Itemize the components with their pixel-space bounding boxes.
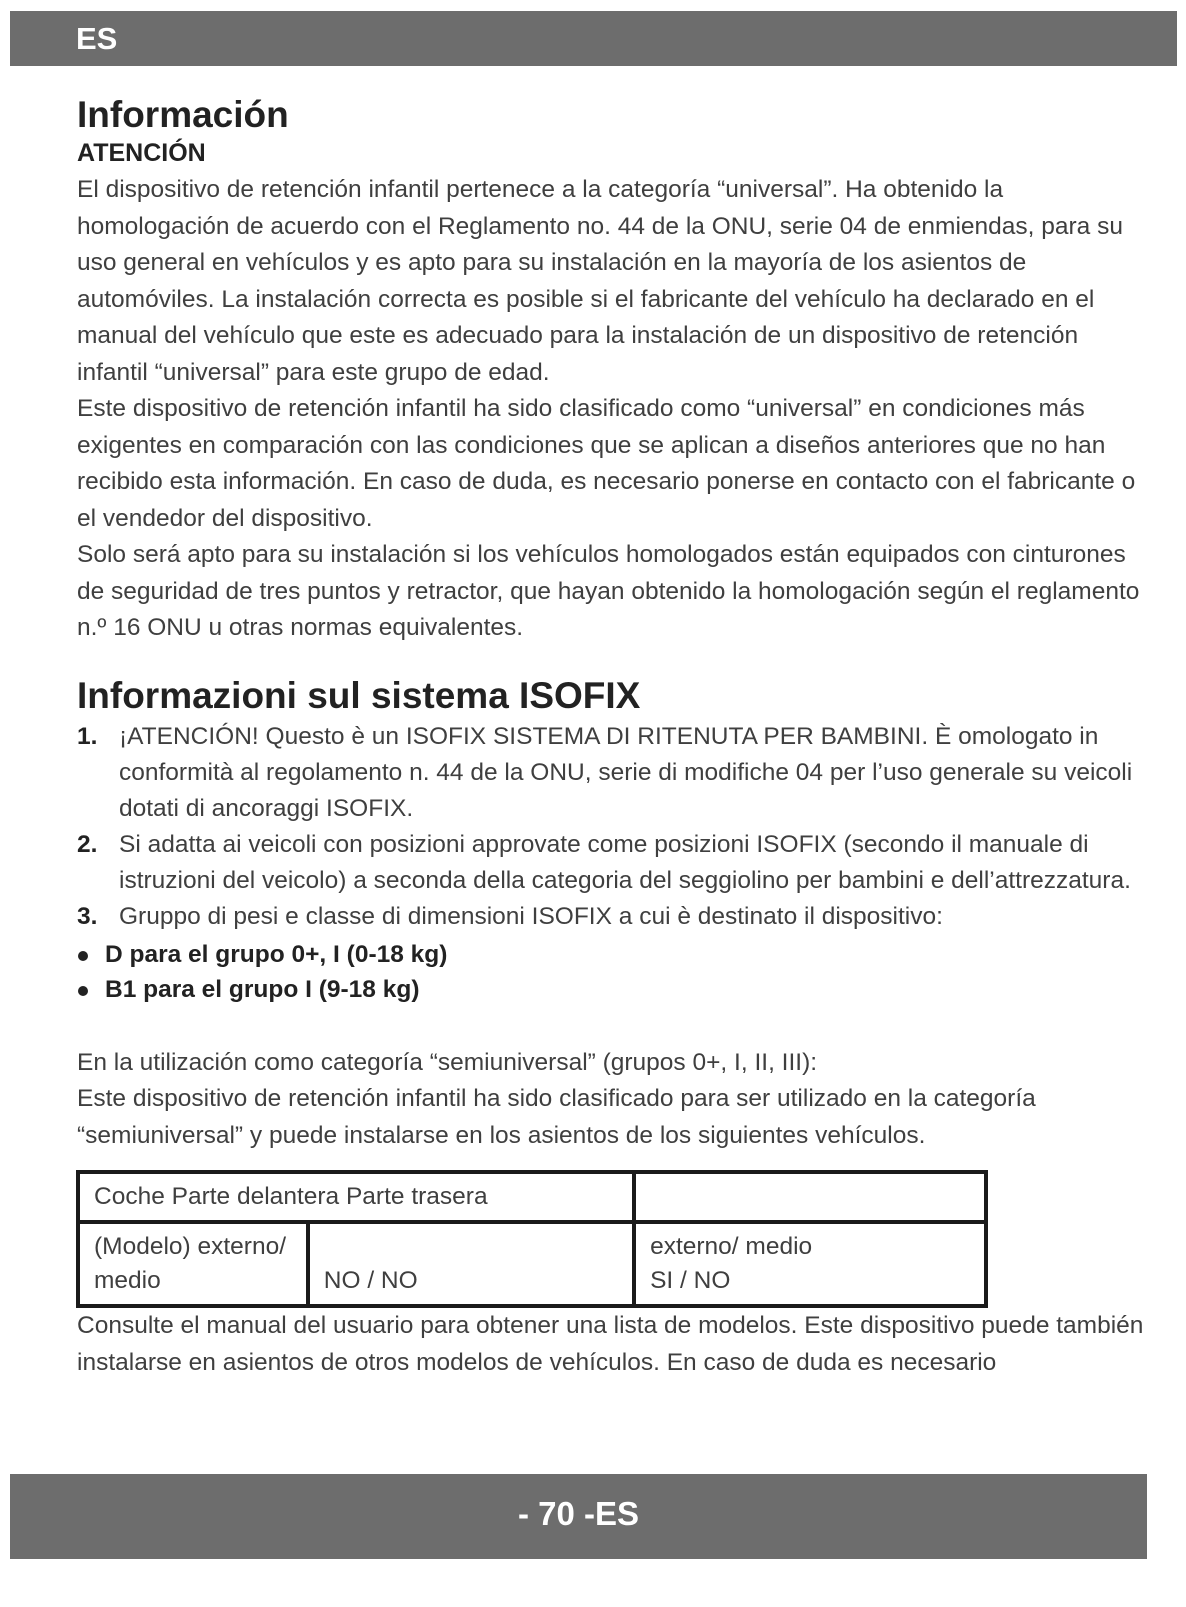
table-cell-text: externo/ medio xyxy=(650,1233,813,1260)
paragraph-closing: Consulte el manual del usuario para obtener una lista de modelos. Este dispositivo puede también instalarse en asientos de otros modelos de vehículos. En caso de duda es necesario xyxy=(77,1312,1144,1376)
table-cell: Coche Parte delantera Parte trasera xyxy=(78,1172,634,1222)
page-content xyxy=(77,92,1147,1381)
table-cell xyxy=(78,1222,308,1306)
spacer xyxy=(77,1007,1147,1045)
atencion-subheading: ATENCIÓN xyxy=(77,139,206,167)
footer-bar xyxy=(10,1474,1147,1559)
page-number: - 70 -ES xyxy=(517,1495,640,1532)
list-item-number: 3. xyxy=(77,902,98,930)
bullet-item: B1 para el grupo I (9-18 kg) xyxy=(77,972,1147,1007)
list-item-text: Si adatta ai veicoli con posizioni approvate come posizioni ISOFIX (secondo il manuale di istruzioni del veicolo) a seconda della categoria del seggiolino per bambini e dell’attrezzatura. xyxy=(119,830,1131,894)
weight-group-bullets xyxy=(77,937,1147,1007)
header-bar xyxy=(10,11,1177,66)
section-title-isofix: Informazioni sul sistema ISOFIX xyxy=(77,674,641,716)
table-cell-text: (Modelo) externo/ medio xyxy=(94,1233,287,1294)
table-row xyxy=(78,1222,986,1306)
table-cell-text: SI / NO xyxy=(650,1267,731,1294)
list-item xyxy=(77,719,1147,827)
list-item-number: 2. xyxy=(77,830,98,858)
table-cell xyxy=(634,1222,986,1306)
header-language-label: ES xyxy=(76,21,118,56)
table-row xyxy=(78,1172,986,1222)
paragraph-installation-requirements: Solo será apto para su instalación si los vehículos homologados están equipados con cinturones de seguridad de tres puntos y retractor, que hayan obtenido la homologación según el reglamento n.º 16 ONU u otras normas equivalentes. xyxy=(77,541,1140,641)
list-item xyxy=(77,899,1147,935)
section-title-informacion: Información xyxy=(77,94,289,135)
list-item-text: Gruppo di pesi e classe di dimensioni ISOFIX a cui è destinato il dispositivo: xyxy=(119,902,943,930)
list-item-text: ¡ATENCIÓN! Questo è un ISOFIX SISTEMA DI RITENUTA PER BAMBINI. È omologato in conformità al regolamento n. 44 de la ONU, serie di modifiche 04 per l’uso generale su veicoli dotati di ancoraggi ISOFIX. xyxy=(119,722,1133,822)
paragraph-universal-conditions: Este dispositivo de retención infantil ha sido clasificado como “universal” en condiciones más exigentes en comparación con las condiciones que se aplican a diseños anteriores que no han recibido esta información. En caso de duda, es necesario ponerse en contacto con el fabricante o el vendedor del dispositivo. xyxy=(77,395,1136,532)
bullet-item: D para el grupo 0+, I (0-18 kg) xyxy=(77,937,1147,972)
list-item xyxy=(77,827,1147,899)
table-cell-text: NO / NO xyxy=(323,1267,418,1294)
paragraph-universal-category: El dispositivo de retención infantil pertenece a la categoría “universal”. Ha obtenido la homologación de acuerdo con el Reglamento no. 44 de la ONU, serie 04 de enmiendas, para su uso general en vehículos y es apto para su instalación en la mayoría de los asientos de automóviles. La instalación correcta es posible si el fabricante del vehículo ha declarado en el manual del vehículo que este es adecuado para la instalación de un dispositivo de retención infantil “universal” para este grupo de edad. xyxy=(77,176,1123,386)
list-item-number: 1. xyxy=(77,722,98,750)
vehicle-compatibility-table xyxy=(76,1170,988,1308)
table-cell xyxy=(634,1172,986,1222)
table-cell xyxy=(308,1222,634,1306)
paragraph-semiuniversal-desc: Este dispositivo de retención infantil ha sido clasificado para ser utilizado en la categoría “semiuniversal” y puede instalarse en los asientos de los siguientes vehículos. xyxy=(77,1085,1036,1149)
isofix-numbered-list xyxy=(77,719,1147,935)
paragraph-semiuniversal-intro: En la utilización como categoría “semiuniversal” (grupos 0+, I, II, III): xyxy=(77,1048,818,1076)
